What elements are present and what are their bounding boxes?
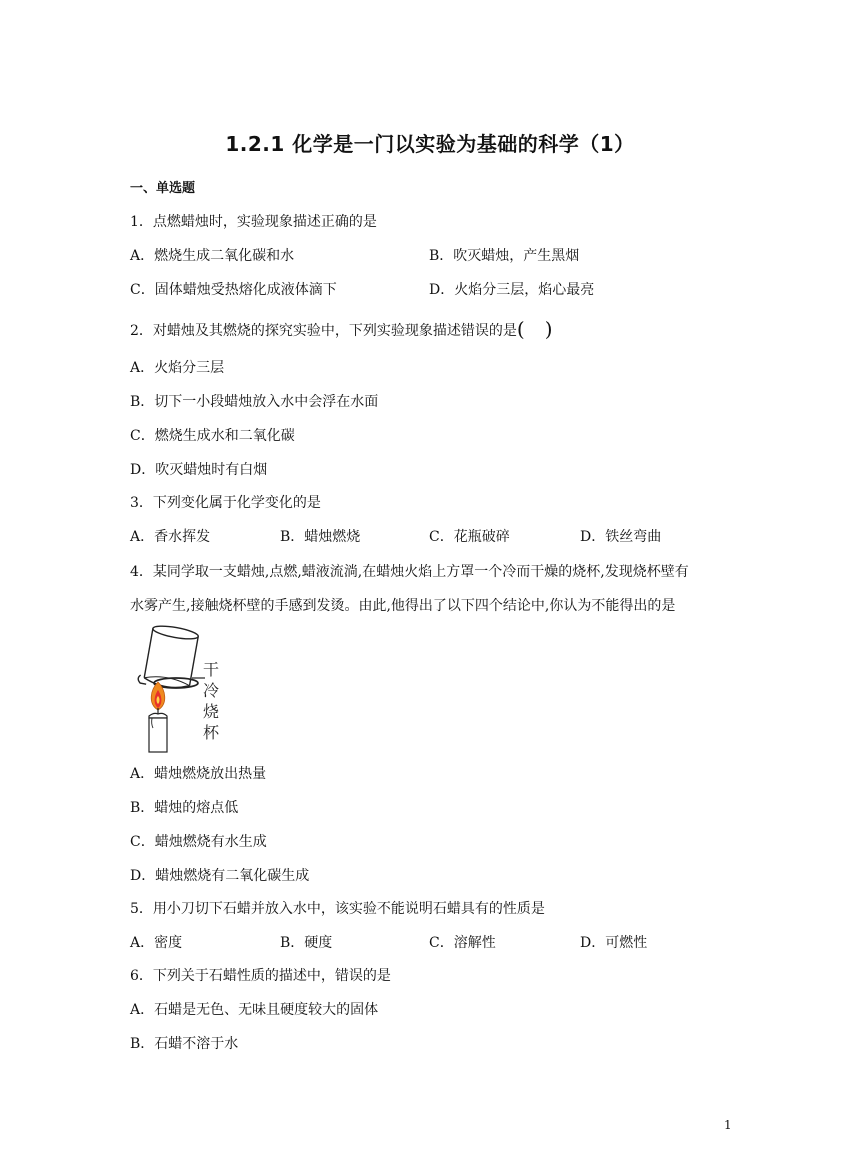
question-1-option-c: C．固体蜡烛受热熔化成液体滴下 xyxy=(130,282,337,298)
page-title: 1.2.1 化学是一门以实验为基础的科学（1） xyxy=(225,132,635,156)
figure-label-char-3: 烧 xyxy=(203,702,220,721)
candle-beaker-figure xyxy=(130,624,225,754)
question-1-option-a: A．燃烧生成二氧化碳和水 xyxy=(130,248,295,264)
question-6-option-b: B．石蜡不溶于水 xyxy=(130,1036,239,1052)
question-3-option-a: A．香水挥发 xyxy=(130,529,211,545)
question-2-option-d: D．吹灭蜡烛时有白烟 xyxy=(130,462,268,478)
question-5-option-b: B．硬度 xyxy=(280,935,333,951)
question-4-option-b: B．蜡烛的熔点低 xyxy=(130,800,239,816)
question-4-option-a: A．蜡烛燃烧放出热量 xyxy=(130,766,267,782)
figure-label-char-4: 杯 xyxy=(203,723,220,742)
question-3-option-c: C．花瓶破碎 xyxy=(429,529,510,545)
question-5-option-d: D．可燃性 xyxy=(580,935,648,951)
question-1-option-b: B．吹灭蜡烛，产生黑烟 xyxy=(429,248,580,264)
figure-label-char-2: 冷 xyxy=(203,681,220,700)
section-heading: 一、单选题 xyxy=(130,181,196,196)
question-4-option-c: C．蜡烛燃烧有水生成 xyxy=(130,834,267,850)
question-3-option-d: D．铁丝弯曲 xyxy=(580,529,662,545)
question-2-option-b: B．切下一小段蜡烛放入水中会浮在水面 xyxy=(130,394,379,410)
answer-parenthesis: ( ) xyxy=(516,317,553,341)
question-3-option-b: B．蜡烛燃烧 xyxy=(280,529,361,545)
question-4-stem-line-2: 水雾产生,接触烧杯壁的手感到发烫。由此,他得出了以下四个结论中,你认为不能得出的是 xyxy=(130,598,676,614)
question-2-option-a: A．火焰分三层 xyxy=(130,360,225,376)
question-6-stem: 6．下列关于石蜡性质的描述中，错误的是 xyxy=(130,968,391,984)
question-1-option-d: D．火焰分三层，焰心最亮 xyxy=(429,282,595,298)
question-4-stem-line-1: 4．某同学取一支蜡烛,点燃,蜡液流淌,在蜡烛火焰上方罩一个冷而干燥的烧杯,发现烧杯壁有 xyxy=(130,564,689,580)
question-5-stem: 5．用小刀切下石蜡并放入水中，该实验不能说明石蜡具有的性质是 xyxy=(130,901,545,917)
question-1-stem: 1．点燃蜡烛时，实验现象描述正确的是 xyxy=(130,214,377,230)
question-2-option-c: C．燃烧生成水和二氧化碳 xyxy=(130,428,295,444)
question-6-option-a: A．石蜡是无色、无味且硬度较大的固体 xyxy=(130,1002,379,1018)
page-number: 1 xyxy=(724,1118,732,1132)
figure-label-char-1: 干 xyxy=(203,660,220,679)
question-2-stem-text: 2．对蜡烛及其燃烧的探究实验中，下列实验现象描述错误的是 xyxy=(130,323,517,339)
question-2-stem xyxy=(130,318,553,341)
question-5-option-a: A．密度 xyxy=(130,935,183,951)
question-3-stem: 3．下列变化属于化学变化的是 xyxy=(130,495,321,511)
question-4-option-d: D．蜡烛燃烧有二氧化碳生成 xyxy=(130,868,310,884)
question-5-option-c: C．溶解性 xyxy=(429,935,496,951)
